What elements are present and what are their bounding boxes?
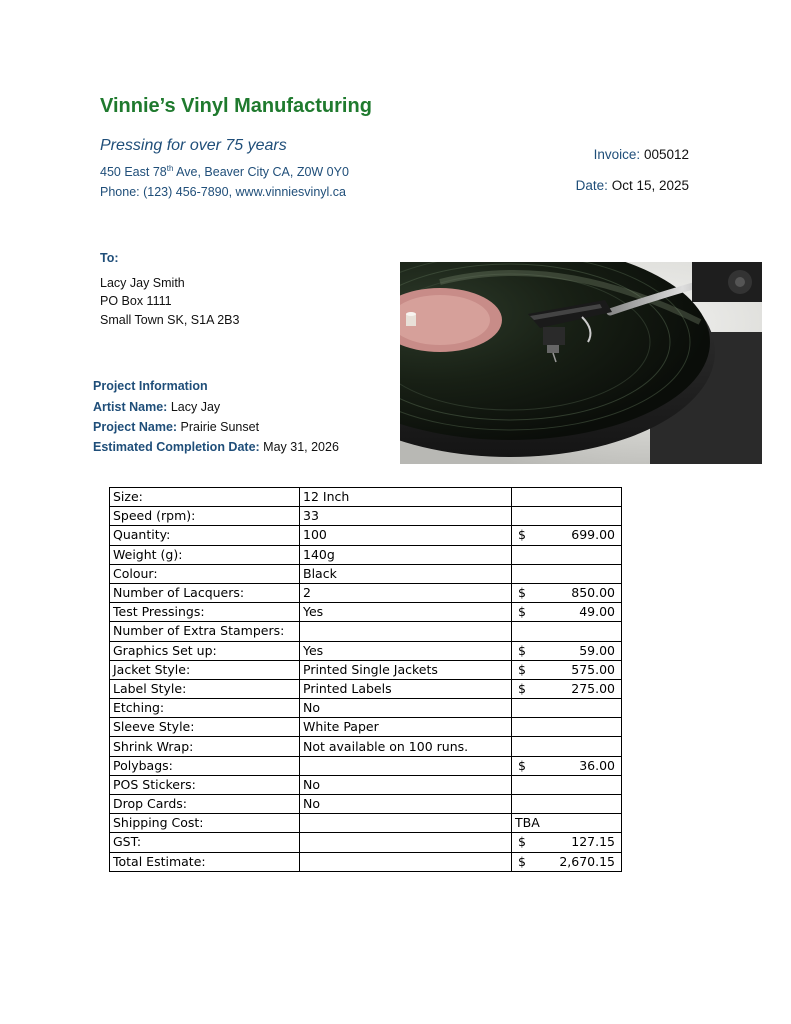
table-row — [110, 583, 622, 602]
row-value: Yes — [300, 603, 512, 622]
row-value: No — [300, 795, 512, 814]
to-label: To: — [100, 251, 119, 265]
date-value: Oct 15, 2025 — [611, 178, 689, 193]
cost-amount — [518, 853, 615, 871]
amount-value: 275.00 — [571, 680, 615, 696]
row-cost — [512, 833, 622, 852]
company-address — [100, 165, 349, 179]
invoice-number — [594, 147, 689, 162]
table-row — [110, 526, 622, 545]
artist-name-label: Artist Name: — [93, 400, 168, 414]
row-cost — [512, 583, 622, 602]
recipient-name: Lacy Jay Smith — [100, 276, 185, 290]
currency-symbol: $ — [518, 604, 526, 620]
table-row — [110, 718, 622, 737]
row-value: 140g — [300, 545, 512, 564]
row-label: Quantity: — [110, 526, 300, 545]
row-label: Polybags: — [110, 756, 300, 775]
table-row — [110, 699, 622, 718]
row-cost — [512, 545, 622, 564]
row-value: White Paper — [300, 718, 512, 737]
row-label: Graphics Set up: — [110, 641, 300, 660]
date-label: Date: — [575, 178, 608, 193]
row-label: Total Estimate: — [110, 852, 300, 871]
row-cost — [512, 814, 622, 833]
row-cost — [512, 795, 622, 814]
row-label: Shipping Cost: — [110, 814, 300, 833]
row-label: Number of Extra Stampers: — [110, 622, 300, 641]
company-tagline: Pressing for over 75 years — [100, 137, 287, 154]
table-row — [110, 833, 622, 852]
project-info-heading: Project Information — [93, 379, 208, 393]
row-value — [300, 814, 512, 833]
row-value: 33 — [300, 507, 512, 526]
address-start: 450 East 78 — [100, 165, 167, 179]
table-row — [110, 795, 622, 814]
cost-amount — [518, 526, 615, 544]
currency-symbol: $ — [518, 680, 526, 696]
currency-symbol: $ — [518, 585, 526, 601]
address-end: Ave, Beaver City CA, Z0W 0Y0 — [173, 165, 349, 179]
project-name-label: Project Name: — [93, 420, 178, 434]
cost-amount — [518, 833, 615, 851]
project-name-value: Prairie Sunset — [180, 420, 260, 434]
cost-amount — [518, 661, 615, 679]
cost-amount — [518, 584, 615, 602]
row-value: 12 Inch — [300, 488, 512, 507]
table-row — [110, 603, 622, 622]
invoice-date — [576, 178, 689, 193]
amount-value: 49.00 — [579, 604, 615, 620]
row-cost — [512, 507, 622, 526]
table-row — [110, 564, 622, 583]
currency-symbol: $ — [518, 757, 526, 773]
row-value: Not available on 100 runs. — [300, 737, 512, 756]
recipient-address-line1: PO Box 1111 — [100, 294, 172, 308]
row-cost — [512, 603, 622, 622]
cost-amount — [518, 642, 615, 660]
artist-name-value: Lacy Jay — [170, 400, 221, 414]
amount-value: 127.15 — [571, 834, 615, 850]
artist-name-line — [93, 400, 220, 414]
amount-value: 2,670.15 — [559, 853, 615, 869]
currency-symbol: $ — [518, 853, 526, 869]
company-name: Vinnie’s Vinyl Manufacturing — [100, 95, 372, 117]
row-value — [300, 622, 512, 641]
table-row — [110, 737, 622, 756]
table-row — [110, 641, 622, 660]
completion-date-line — [93, 440, 339, 454]
table-row — [110, 660, 622, 679]
row-label: Shrink Wrap: — [110, 737, 300, 756]
company-phone-web: Phone: (123) 456-7890, www.vinniesvinyl.ca — [100, 185, 346, 199]
row-cost — [512, 679, 622, 698]
spec-table-body — [110, 488, 622, 872]
row-cost — [512, 852, 622, 871]
address-superscript: th — [166, 163, 174, 173]
table-row — [110, 775, 622, 794]
row-cost — [512, 718, 622, 737]
table-row — [110, 488, 622, 507]
row-label: POS Stickers: — [110, 775, 300, 794]
row-cost — [512, 756, 622, 775]
row-value: Printed Labels — [300, 679, 512, 698]
currency-symbol: $ — [518, 642, 526, 658]
row-cost — [512, 564, 622, 583]
row-label: Colour: — [110, 564, 300, 583]
row-value: Black — [300, 564, 512, 583]
row-label: GST: — [110, 833, 300, 852]
row-label: Drop Cards: — [110, 795, 300, 814]
row-value — [300, 852, 512, 871]
row-cost — [512, 641, 622, 660]
row-value: Printed Single Jackets — [300, 660, 512, 679]
row-label: Speed (rpm): — [110, 507, 300, 526]
turntable-photo-icon — [400, 262, 762, 464]
recipient-address-line2: Small Town SK, S1A 2B3 — [100, 313, 240, 327]
row-value: 2 — [300, 583, 512, 602]
currency-symbol: $ — [518, 661, 526, 677]
cost-amount — [518, 680, 615, 698]
row-label: Test Pressings: — [110, 603, 300, 622]
table-row — [110, 545, 622, 564]
table-row — [110, 756, 622, 775]
cost-amount — [518, 603, 615, 621]
amount-value: 36.00 — [579, 757, 615, 773]
row-cost — [512, 775, 622, 794]
table-row — [110, 852, 622, 871]
row-label: Label Style: — [110, 679, 300, 698]
completion-date-value: May 31, 2026 — [263, 440, 339, 454]
row-label: Weight (g): — [110, 545, 300, 564]
cost-note: TBA — [515, 815, 540, 831]
invoice-label: Invoice: — [593, 147, 641, 162]
amount-value: 59.00 — [579, 642, 615, 658]
row-value — [300, 833, 512, 852]
project-name-line — [93, 420, 259, 434]
row-label: Size: — [110, 488, 300, 507]
cost-amount — [518, 757, 615, 775]
row-cost — [512, 660, 622, 679]
currency-symbol: $ — [518, 527, 526, 543]
row-cost — [512, 699, 622, 718]
table-row — [110, 814, 622, 833]
turntable-illustration — [400, 262, 762, 464]
currency-symbol: $ — [518, 834, 526, 850]
completion-date-label: Estimated Completion Date: — [93, 440, 260, 454]
amount-value: 575.00 — [571, 661, 615, 677]
amount-value: 699.00 — [571, 527, 615, 543]
row-value: Yes — [300, 641, 512, 660]
row-value — [300, 756, 512, 775]
invoice-value: 005012 — [643, 147, 689, 162]
row-cost — [512, 622, 622, 641]
table-row — [110, 679, 622, 698]
row-value: No — [300, 775, 512, 794]
table-row — [110, 622, 622, 641]
table-row — [110, 507, 622, 526]
row-cost — [512, 526, 622, 545]
row-label: Etching: — [110, 699, 300, 718]
row-value: 100 — [300, 526, 512, 545]
row-cost — [512, 737, 622, 756]
row-label: Sleeve Style: — [110, 718, 300, 737]
spec-table — [109, 487, 622, 872]
amount-value: 850.00 — [571, 585, 615, 601]
row-cost — [512, 488, 622, 507]
row-label: Number of Lacquers: — [110, 583, 300, 602]
row-value: No — [300, 699, 512, 718]
row-label: Jacket Style: — [110, 660, 300, 679]
